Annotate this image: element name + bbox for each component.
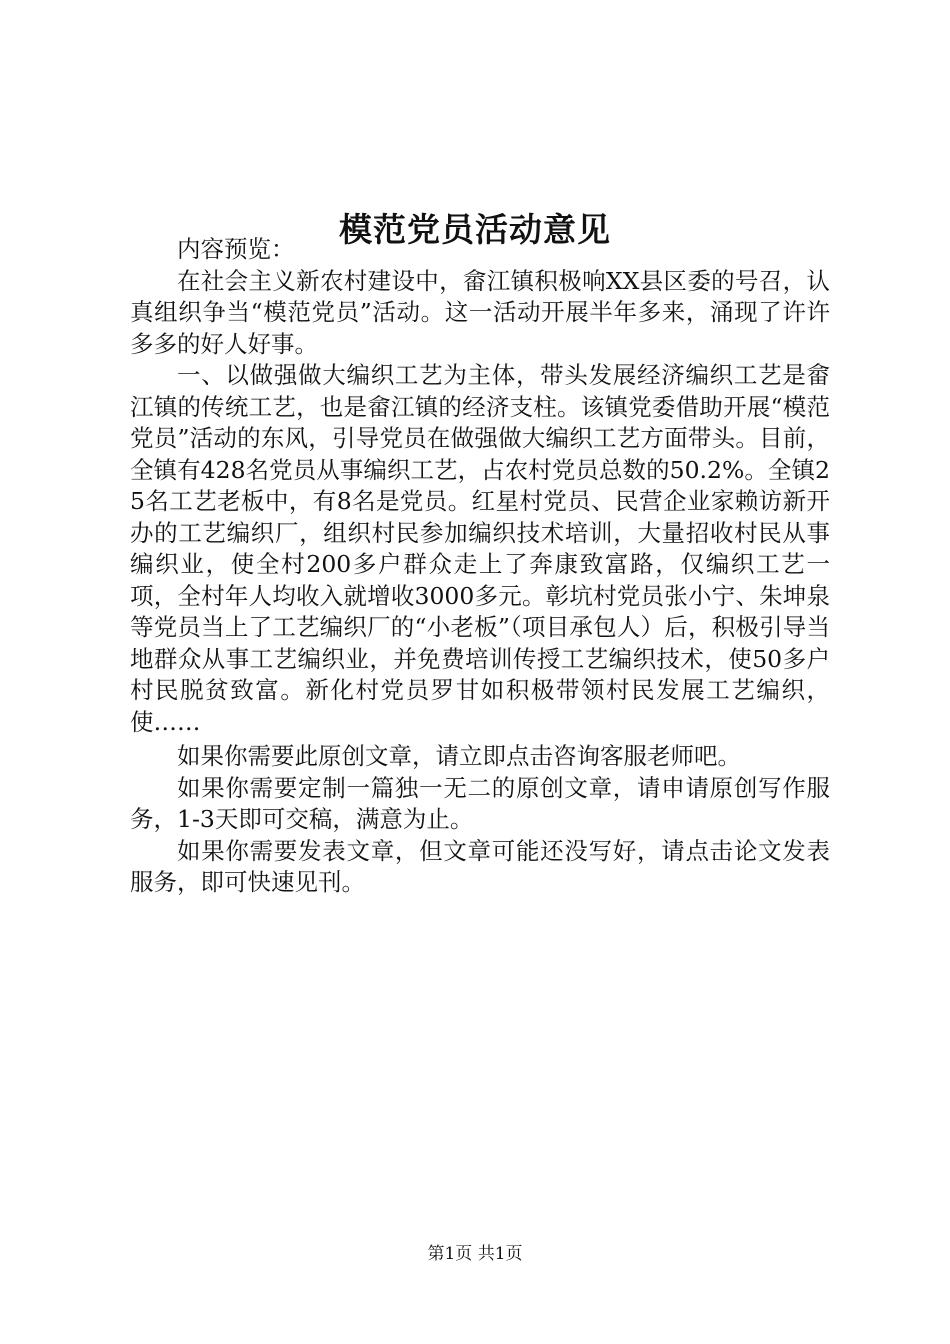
notice-custom-writing: 如果你需要定制一篇独一无二的原创文章，请申请原创写作服务，1-3天即可交稿，满意为止。 — [130, 773, 830, 833]
paragraph-intro: 在社会主义新农村建设中，畲江镇积极响XX县区委的号召，认真组织争当“模范党员”活动。这一活动开展半年多来，涌现了许许多多的好人好事。 — [130, 266, 830, 358]
notice-consult: 如果你需要此原创文章，请立即点击咨询客服老师吧。 — [177, 742, 741, 770]
paragraph-section-one: 一、以做强做大编织工艺为主体，带头发展经济编织工艺是畲江镇的传统工艺，也是畲江镇的经济支柱。该镇党委借助开展“模范党员”活动的东风，引导党员在做强做大编织工艺方面带头。目前，全镇有428名党员从事编织工艺，占农村党员总数的50.2%。全镇25名工艺老板中，有8名是党员。红星村党员、民营企业家赖访新开办的工艺编织厂，组织村民参加编织技术培训，大量招收村民从事编织业，使全村200多户群众走上了奔康致富路，仅编织工艺一项，全村年人均收入就增收3000多元。彰坑村党员张小宁、朱坤泉等党员当上了工艺编织厂的“小老板”（项目承包人）后，积极引导当地群众从事工艺编织业，并免费培训传授工艺编织技术，使50多户村民脱贫致富。新化村党员罗甘如积极带领村民发展工艺编织，使…… — [130, 361, 830, 736]
notice-publish-service: 如果你需要发表文章，但文章可能还没写好，请点击论文发表服务，即可快速见刊。 — [130, 836, 830, 896]
document-title: 模范党员活动意见 — [339, 210, 611, 250]
preview-label: 内容预览： — [177, 235, 295, 263]
document-body — [130, 234, 830, 899]
page-footer: 第1页 共1页 — [427, 1244, 523, 1264]
